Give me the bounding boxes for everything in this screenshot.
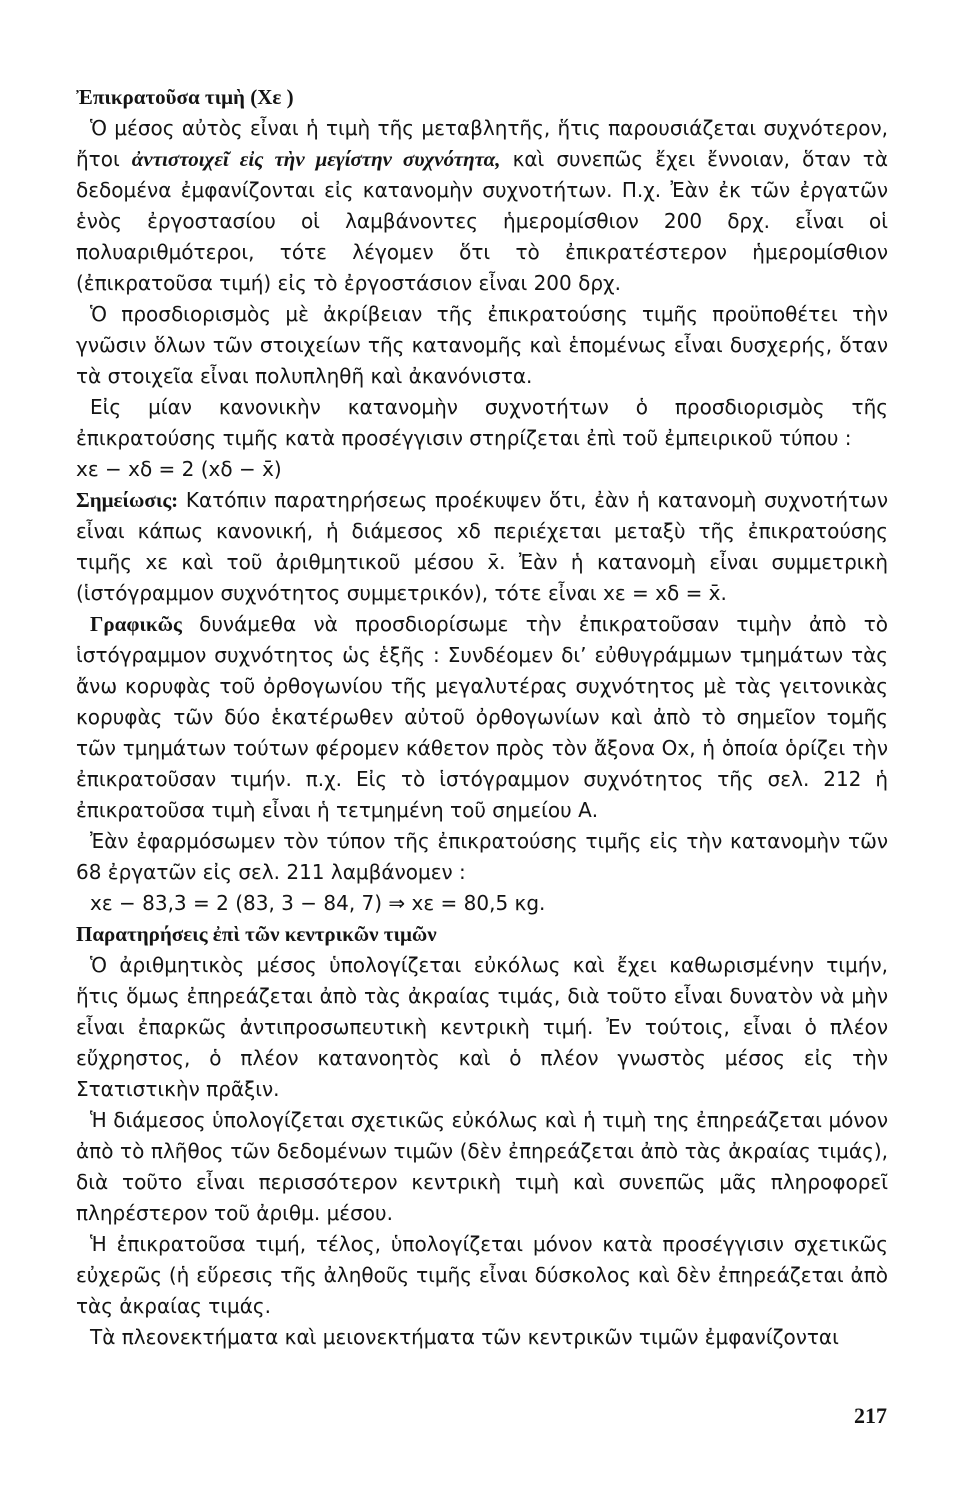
note-label: Σημείωσις:: [76, 488, 179, 512]
graphical-label: Γραφικῶς: [90, 612, 182, 636]
paragraph-advantages: Τὰ πλεονεκτήματα καὶ μειονεκτήματα τῶν κεντρικῶν τιμῶν ἐμφανίζονται: [90, 1325, 839, 1349]
paragraph-text: καὶ συνεπῶς ἔχει ἔννοιαν, ὅταν τὰ δεδομένα ἐμφανίζονται εἰς κατανομὴν συχνοτήτων. Π.χ. Ἐὰν ἐκ τῶν ἐργατῶν ἑνὸς ἐργοστασίου οἱ λαμβάνοντες ἡμερομίσθιον 200 δρχ. εἶναι οἱ πολυαριθμότεροι, τότε λέγομεν ὅτι τὸ ἐπικρατέστερον ἡμερομίσθιον (ἐπικρατοῦσα τιμή) εἰς τὸ ἐργοστάσιον εἶναι 200 δρχ.: [76, 147, 889, 295]
paragraph-note: [76, 485, 888, 609]
section-heading-mode: Ἐπικρατοῦσα τιμὴ (Xε ): [76, 85, 294, 109]
graphical-text: δυνάμεθα νὰ προσδιορίσωμε τὴν ἐπικρατοῦσαν τιμὴν ἀπὸ τὸ ἱστόγραμμον συχνότητος ὡς ἑξῆς : Συνδέομεν δι’ εὐθυγράμμων τμημάτων τὰς ἄνω κορυφὰς τοῦ ὀρθογωνίου τῆς μεγαλυτέρας συχνότητος μὲ τὰς γειτονικὰς κορυφὰς τῶν δύο ἑκατέρωθεν αὐτοῦ ὀρθογωνίων καὶ ἀπὸ τὸ σημεῖον τομῆς τῶν τμημάτων τούτων φέρομεν κάθετον πρὸς τὸν ἄξονα Ox, ἡ ὁποία ὁρίζει τὴν ἐπικρατοῦσαν τιμήν. π.χ. Εἰς τὸ ἱστόγραμμον συχνότητος τῆς σελ. 212 ἡ ἐπικρατοῦσα τιμὴ εἶναι ἡ τετμημένη τοῦ σημείου Α.: [76, 612, 888, 822]
note-text: Κατόπιν παρατηρήσεως προέκυψεν ὅτι, ἐὰν ἡ κατανομὴ συχνοτήτων εἶναι κάπως κανονική, ἡ διάμεσος xδ περιέχεται μεταξὺ τῆς ἐπικρατούσης τιμῆς xε καὶ τοῦ ἀριθμητικοῦ μέσου x̄. Ἐὰν ἡ κατανομὴ εἶναι συμμετρικὴ (ἱστόγραμμον συχνότητος συμμετρικόν), τότε εἶναι xε = xδ = x̄.: [76, 488, 888, 605]
paragraph-text: Ὁ μέσος αὐτὸς εἶναι ἡ τιμὴ τῆς μεταβλητῆς, ἥτις παρουσιάζεται συχνότερον, ἤτοι: [76, 116, 888, 171]
paragraph-mode-definition: [76, 113, 888, 299]
paragraph-arithmetic-mean: Ὁ ἀριθμητικὸς μέσος ὑπολογίζεται εὐκόλως καὶ ἔχει καθωρισμένην τιμήν, ἥτις ὅμως ἐπηρεάζεται ἀπὸ τὰς ἀκραίας τιμάς, διὰ τοῦτο εἶναι δυνατὸν νὰ μὴν εἶναι ἐπαρκῶς ἀντιπροσωπευτικὴ κεντρικὴ τιμή. Ἐν τούτοις, εἶναι ὁ πλέον εὔχρηστος, ὁ πλέον κατανοητὸς καὶ ὁ πλέον γνωστὸς μέσος εἰς τὴν Στατιστικὴν πρᾶξιν.: [76, 953, 888, 1101]
formula-empirical: xε − xδ = 2 (xδ − x̄): [76, 457, 282, 481]
page-number: 217: [854, 1403, 887, 1428]
paragraph-median: Ἡ διάμεσος ὑπολογίζεται σχετικῶς εὐκόλως καὶ ἡ τιμὴ της ἐπηρεάζεται μόνον ἀπὸ τὸ πλῆθος τῶν δεδομένων τιμῶν (δὲν ἐπηρεάζεται ἀπὸ τὰς ἀκραίας τιμάς), διὰ τοῦτο εἶναι περισσότερον κεντρικὴ τιμὴ καὶ συνεπῶς μᾶς πληροφορεῖ πληρέστερον τοῦ ἀριθμ. μέσου.: [76, 1108, 888, 1225]
paragraph-mode-empirical: Εἰς μίαν κανονικὴν κατανομὴν συχνοτήτων ὁ προσδιορισμὸς τῆς ἐπικρατούσης τιμῆς κατὰ προσέγγισιν στηρίζεται ἐπὶ τοῦ ἐμπειρικοῦ τύπου :: [76, 395, 888, 450]
paragraph-mode-summary: Ἡ ἐπικρατοῦσα τιμή, τέλος, ὑπολογίζεται μόνον κατὰ προσέγγισιν σχετικῶς εὐχερῶς (ἡ εὕρεσις τῆς ἀληθοῦς τιμῆς εἶναι δύσκολος καὶ δὲν ἐπηρεάζεται ἀπὸ τὰς ἀκραίας τιμάς.: [76, 1232, 888, 1318]
emphasized-text: ἀντιστοιχεῖ εἰς τὴν μεγίστην συχνότητα,: [131, 147, 501, 171]
paragraph-graphical: [76, 609, 888, 826]
page-body: [76, 82, 888, 1462]
formula-application: xε − 83,3 = 2 (83, 3 − 84, 7) ⇒ xε = 80,5 κg.: [90, 891, 546, 915]
paragraph-mode-accuracy: Ὁ προσδιορισμὸς μὲ ἀκρίβειαν τῆς ἐπικρατούσης τιμῆς προϋποθέτει τὴν γνῶσιν ὅλων τῶν στοιχείων τῆς κατανομῆς καὶ ἑπομένως εἶναι δυσχερής, ὅταν τὰ στοιχεῖα εἶναι πολυπληθῆ καὶ ἀκανόνιστα.: [76, 302, 888, 388]
paragraph-application: Ἐὰν ἐφαρμόσωμεν τὸν τύπον τῆς ἐπικρατούσης τιμῆς εἰς τὴν κατανομὴν τῶν 68 ἐργατῶν εἰς σελ. 211 λαμβάνομεν :: [76, 829, 888, 884]
section-heading-observations: Παρατηρήσεις ἐπὶ τῶν κεντρικῶν τιμῶν: [76, 922, 437, 946]
